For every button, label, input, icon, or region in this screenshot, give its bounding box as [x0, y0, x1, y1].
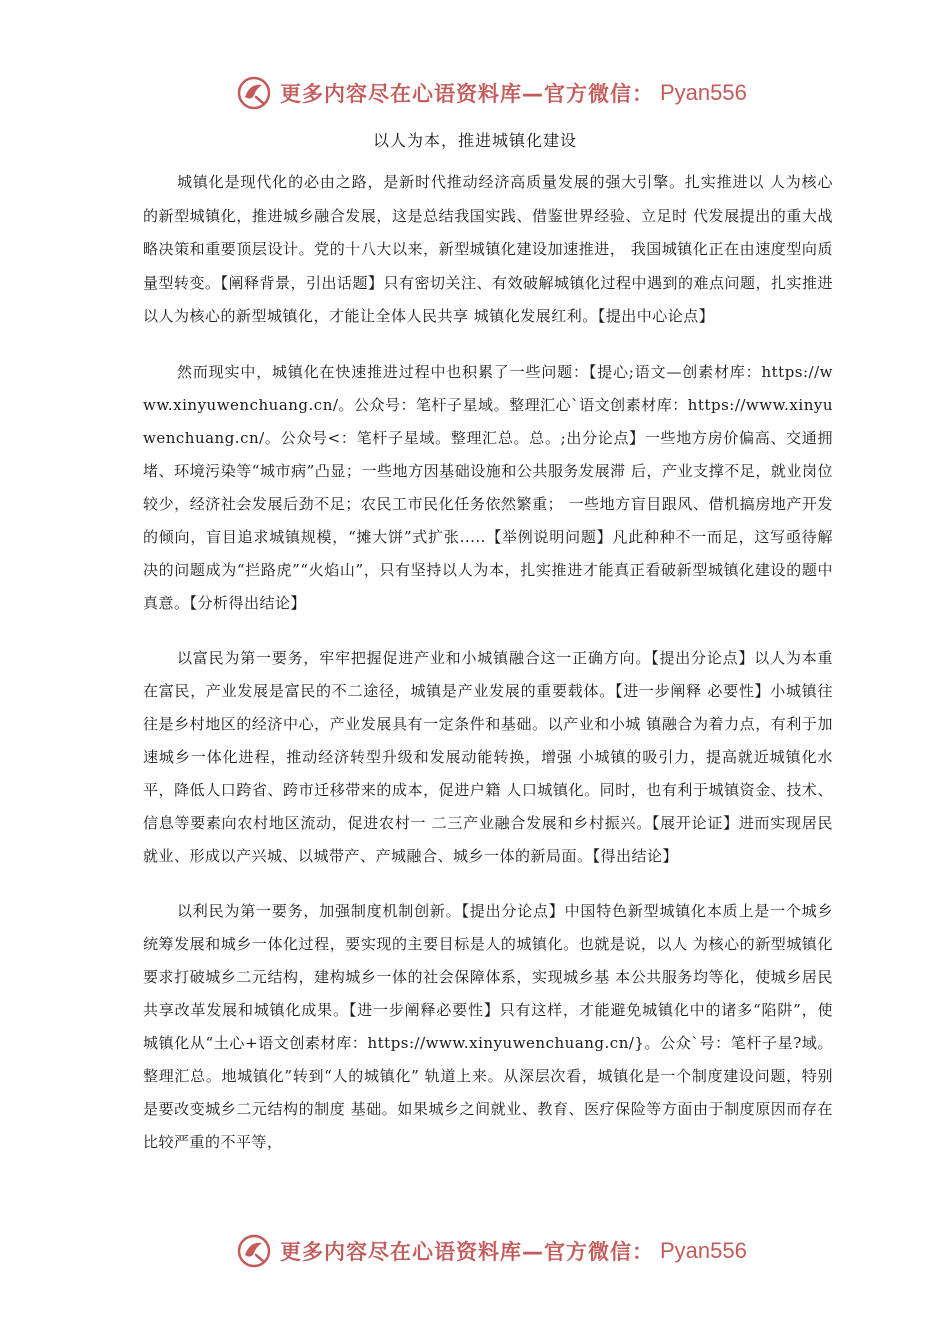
- document-title: 以人为本，推进城镇化建设: [372, 131, 577, 150]
- brand-logo-icon: [236, 1233, 272, 1269]
- paragraph-3: 以富民为第一要务，牢牢把握促进产业和小城镇融合这一正确方向。【提出分论点】以人为本重在富民，产业发展是富民的不二途径，城镇是产业发展的重要载体。【进一步阐释 必要性】小城镇往往是乡村地区的经济中心，产业发展具有一定条件和基础。以产业和小城 镇融合为着力点，有利于加速城乡一体化进程，推动经济转型升级和发展动能转换，增强 小城镇的吸引力，提高就近城镇化水平，降低人口跨省、跨市迁移带来的成本，促进户籍 人口城镇化。同时，也有利于城镇资金、技术、信息等要素向农村地区流动，促进农村一 二三产业融合发展和乡村振兴。【展开论证】进而实现居民就业、形成以产兴城、以城带产、产城融合、城乡一体的新局面。【得出结论】: [143, 648, 833, 865]
- footer-banner: [236, 1230, 747, 1272]
- footer-wechat-id: Pyan556: [660, 1238, 747, 1263]
- paragraph-1: 城镇化是现代化的必由之路，是新时代推动经济高质量发展的强大引擎。扎实推进以 人为核心的新型城镇化，推进城乡融合发展，这是总结我国实践、借鉴世界经验、立足时 代发展提出的重大战略决策和重要顶层设计。党的十八大以来，新型城镇化建设加速推进， 我国城镇化正在由速度型向质量型转变。【阐释背景，引出话题】只有密切关注、有效破解城镇化过程中遇到的难点问题，扎实推进以人为核心的新型城镇化，才能让全体人民共享 城镇化发展红利。【提出中心论点】: [143, 173, 834, 325]
- footer-banner-text: 更多内容尽在心语资料库—官方微信：: [280, 1240, 654, 1264]
- header-banner-text: 更多内容尽在心语资料库—官方微信：: [280, 82, 654, 106]
- brand-logo-icon: [236, 75, 272, 111]
- header-banner: [236, 72, 747, 114]
- paragraph-4: 以利民为第一要务，加强制度机制创新。【提出分论点】中国特色新型城镇化本质上是一个城乡统筹发展和城乡一体化过程，要实现的主要目标是人的城镇化。也就是说，以人 为核心的新型城镇化要求打破城乡二元结构，建构城乡一体的社会保障体系，实现城乡基 本公共服务均等化，使城乡居民共享改革发展和城镇化成果。【进一步阐释必要性】只有这样，才能避免城镇化中的诸多“陷阱”，使城镇化从“土心+语文创素材库：https://www.xinyuwenchuang.cn/}。公众`号：笔杆子星?域。整理汇总。地城镇化”转到“人的城镇化” 轨道上来。从深层次看，城镇化是一个制度建设问题，特别是要改变城乡二元结构的制度 基础。如果城乡之间就业、教育、医疗保险等方面由于制度原因而存在比较严重的不平等，: [143, 901, 833, 1151]
- document-body: [143, 166, 833, 1181]
- paragraph-2: 然而现实中，城镇化在快速推进过程中也积累了一些问题：【提心;语文—创素材库：https://www.xinyuwenchuang.cn/。公众号：笔杆子星域。整理汇心`语文创素材库：https://www.xinyuwenchuang.cn/。公众号<：笔杆子星域。整理汇总。总。;出分论点】一些地方房价偏高、交通拥堵、环境污染等“城市病”凸显；一些地方因基础设施和公共服务发展滞 后，产业支撑不足，就业岗位较少，经济社会发展后劲不足；农民工市民化任务依然繁重； 一些地方盲目跟风、借机搞房地产开发的倾向，盲目追求城镇规模，“摊大饼”式扩张.....【举例说明问题】凡此种种不一而足，这写亟待解决的问题成为“拦路虎”“火焰山”，只有坚持以人为本，扎实推进才能真正看破新型城镇化建设的题中真意。【分析得出结论】: [143, 362, 833, 612]
- header-wechat-id: Pyan556: [660, 80, 747, 105]
